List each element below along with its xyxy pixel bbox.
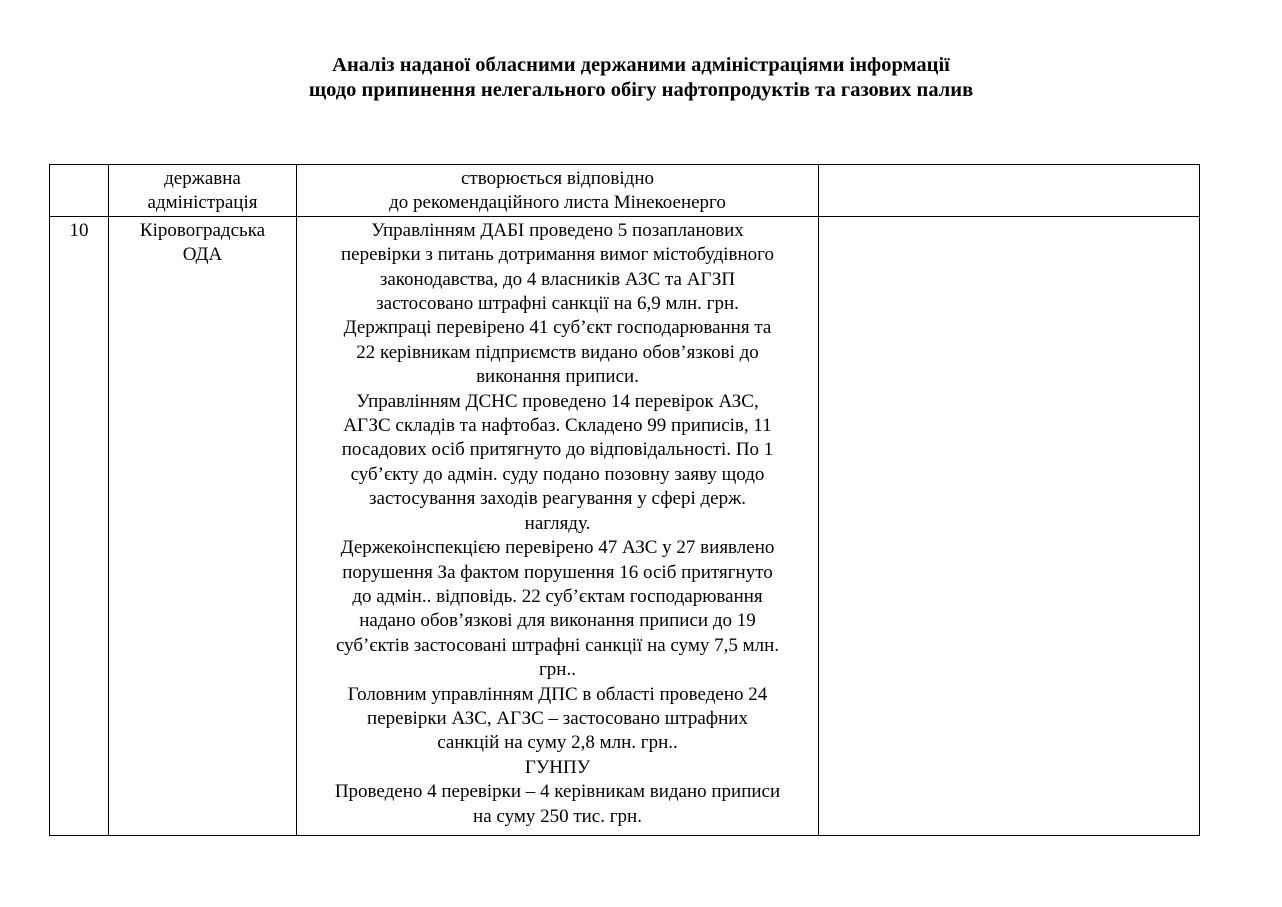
content-line: законодавства, до 4 власників АЗС та АГЗП <box>379 268 736 290</box>
header-cell-measures <box>297 165 819 217</box>
content-line: до адмін.. відповідь. 22 суб’єктам господарювання <box>352 585 763 607</box>
content-line: суб’єкту до адмін. суду подано позовну заяву щодо <box>350 463 765 485</box>
title-line-1: Аналіз наданої обласними держаними адміністраціями інформації <box>332 54 950 76</box>
content-line: 22 керівникам підприємств видано обов’язкові до <box>356 341 759 363</box>
content-line: надано обов’язкові для виконання приписи до 19 <box>359 610 756 632</box>
content-line: Держпраці перевірено 41 суб’єкт господарювання та <box>343 317 772 339</box>
content-line: виконання приписи. <box>476 366 639 388</box>
content-line: посадових осіб притягнуто до відповідальності. По 1 <box>341 439 774 461</box>
content-line: порушення За фактом порушення 16 осіб притягнуто <box>342 561 773 583</box>
table-header-row <box>50 165 1200 217</box>
row-content <box>297 216 819 835</box>
content-line: АГЗС складів та нафтобаз. Складено 99 приписів, 11 <box>343 415 772 437</box>
analysis-table <box>49 164 1200 836</box>
content-line: санкцій на суму 2,8 млн. грн.. <box>437 732 678 754</box>
header-text: до рекомендаційного листа Мінекоенерго <box>389 192 726 214</box>
content-line: Головним управлінням ДПС в області проведено 24 <box>347 683 768 705</box>
content-line: на суму 250 тис. грн. <box>473 805 642 827</box>
content-line: Управлінням ДАБІ проведено 5 позапланових <box>371 219 744 241</box>
document-title <box>0 53 1282 103</box>
header-cell-notes <box>819 165 1200 217</box>
title-line-2: щодо припинення нелегального обігу нафтопродуктів та газових палив <box>308 79 974 101</box>
content-line: Проведено 4 перевірки – 4 керівникам видано приписи <box>334 781 781 803</box>
row-number: 10 <box>50 216 109 835</box>
content-line: ГУНПУ <box>524 756 591 778</box>
content-line: застосовано штрафні санкції на 6,9 млн. грн. <box>376 293 739 315</box>
content-line: грн.. <box>539 659 576 681</box>
content-line: перевірки АЗС, АГЗС – застосовано штрафних <box>367 707 748 729</box>
header-text: адміністрація <box>147 192 258 214</box>
content-line: нагляду. <box>524 512 591 534</box>
content-line: перевірки з питань дотримання вимог містобудівного <box>341 244 774 266</box>
administration-text: Кіровоградська <box>139 219 266 241</box>
header-cell-number <box>50 165 109 217</box>
header-text: державна <box>164 168 241 189</box>
content-line: Управлінням ДСНС проведено 14 перевірок АЗС, <box>356 390 759 412</box>
row-administration <box>109 216 297 835</box>
row-notes <box>819 216 1200 835</box>
header-text: створюється відповідно <box>461 168 654 189</box>
header-cell-administration <box>109 165 297 217</box>
content-line: застосування заходів реагування у сфері держ. <box>369 488 746 510</box>
content-line: Держекоінспекцією перевірено 47 АЗС у 27 виявлено <box>340 537 775 559</box>
content-line: суб’єктів застосовані штрафні санкції на суму 7,5 млн. <box>335 634 780 656</box>
table-row <box>50 216 1200 835</box>
administration-text: ОДА <box>182 244 223 266</box>
